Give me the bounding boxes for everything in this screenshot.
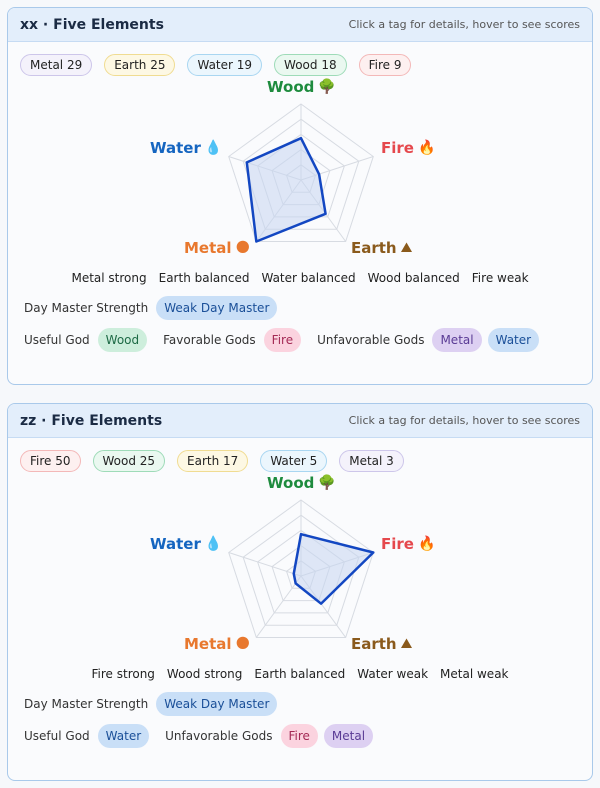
- tree-icon: 🌳: [318, 475, 336, 491]
- day-master-label: Day Master Strength: [24, 301, 149, 315]
- droplet-icon: 💧: [204, 536, 223, 552]
- element-status-row: [8, 665, 592, 683]
- card-title: zz · Five Elements: [20, 412, 163, 429]
- radar-spoke-water: [229, 553, 301, 576]
- useful-god-label: Useful God: [24, 729, 90, 743]
- day-master-row: [8, 295, 592, 321]
- five-elements-card-zz: [7, 403, 593, 781]
- status-fire: Fire weak: [471, 271, 529, 285]
- card-hint: Click a tag for details, hover to see scores: [348, 414, 580, 427]
- axis-label-metal[interactable]: Metal 🌑: [184, 239, 251, 257]
- card-title: xx · Five Elements: [20, 16, 164, 33]
- score-tag-fire[interactable]: Fire 9: [359, 54, 412, 76]
- radar-value-polygon[interactable]: [294, 534, 374, 603]
- status-earth: Earth balanced: [158, 271, 250, 285]
- score-tag-water[interactable]: Water 5: [260, 450, 327, 472]
- status-water: Water weak: [357, 667, 429, 681]
- day-master-tag[interactable]: Weak Day Master: [156, 296, 277, 320]
- score-tag-metal[interactable]: Metal 3: [339, 450, 404, 472]
- element-status-row: [8, 269, 592, 287]
- tree-icon: 🌳: [318, 79, 336, 95]
- mountain-icon: ⛰: [400, 636, 413, 652]
- score-tags: [8, 450, 592, 472]
- gods-row: [8, 723, 592, 749]
- card-hint: Click a tag for details, hover to see scores: [348, 18, 580, 31]
- fire-icon: 🔥: [417, 140, 436, 156]
- score-tags: [8, 54, 592, 76]
- unfavorable-gods-label: Unfavorable Gods: [165, 729, 273, 743]
- axis-label-water[interactable]: Water 💧: [150, 535, 223, 553]
- unfavorable-god-tag-metal[interactable]: Metal: [432, 328, 481, 352]
- axis-label-earth[interactable]: Earth ⛰: [351, 635, 413, 653]
- axis-label-metal[interactable]: Metal 🌑: [184, 635, 251, 653]
- moon-rock-icon: 🌑: [235, 240, 251, 256]
- status-wood: Wood balanced: [367, 271, 460, 285]
- unfavorable-gods-label: Unfavorable Gods: [317, 333, 425, 347]
- useful-god-label: Useful God: [24, 333, 90, 347]
- axis-label-wood[interactable]: Wood 🌳: [267, 78, 336, 96]
- radar-svg: [8, 76, 593, 266]
- score-tag-water[interactable]: Water 19: [187, 54, 262, 76]
- status-water: Water balanced: [261, 271, 356, 285]
- score-tag-earth[interactable]: Earth 17: [177, 450, 248, 472]
- fire-icon: 🔥: [417, 536, 436, 552]
- unfavorable-god-tag-water[interactable]: Water: [488, 328, 539, 352]
- card-header: [8, 8, 592, 42]
- radar-value-polygon[interactable]: [247, 138, 326, 241]
- radar-chart: [8, 76, 592, 266]
- droplet-icon: 💧: [204, 140, 223, 156]
- score-tag-wood[interactable]: Wood 18: [274, 54, 347, 76]
- day-master-label: Day Master Strength: [24, 697, 149, 711]
- status-wood: Wood strong: [166, 667, 243, 681]
- status-metal: Metal weak: [440, 667, 509, 681]
- radar-chart: [8, 472, 592, 662]
- axis-label-water[interactable]: Water 💧: [150, 139, 223, 157]
- useful-god-tag[interactable]: Wood: [98, 328, 147, 352]
- radar-spoke-metal: [256, 576, 301, 637]
- axis-label-fire[interactable]: Fire 🔥: [381, 139, 436, 157]
- gods-row: [8, 327, 592, 353]
- status-fire: Fire strong: [91, 667, 155, 681]
- day-master-row: [8, 691, 592, 717]
- mountain-icon: ⛰: [400, 240, 413, 256]
- score-tag-metal[interactable]: Metal 29: [20, 54, 92, 76]
- axis-label-fire[interactable]: Fire 🔥: [381, 535, 436, 553]
- favorable-gods-label: Favorable Gods: [163, 333, 256, 347]
- axis-label-earth[interactable]: Earth ⛰: [351, 239, 413, 257]
- useful-god-tag[interactable]: Water: [98, 724, 149, 748]
- score-tag-earth[interactable]: Earth 25: [104, 54, 175, 76]
- score-tag-wood[interactable]: Wood 25: [93, 450, 166, 472]
- radar-svg: [8, 472, 593, 662]
- status-earth: Earth balanced: [254, 667, 346, 681]
- moon-rock-icon: 🌑: [235, 636, 251, 652]
- unfavorable-god-tag-metal[interactable]: Metal: [324, 724, 373, 748]
- favorable-god-tag[interactable]: Fire: [264, 328, 301, 352]
- card-header: [8, 404, 592, 438]
- score-tag-fire[interactable]: Fire 50: [20, 450, 81, 472]
- axis-label-wood[interactable]: Wood 🌳: [267, 474, 336, 492]
- status-metal: Metal strong: [71, 271, 147, 285]
- five-elements-card-xx: [7, 7, 593, 385]
- day-master-tag[interactable]: Weak Day Master: [156, 692, 277, 716]
- unfavorable-god-tag-fire[interactable]: Fire: [281, 724, 318, 748]
